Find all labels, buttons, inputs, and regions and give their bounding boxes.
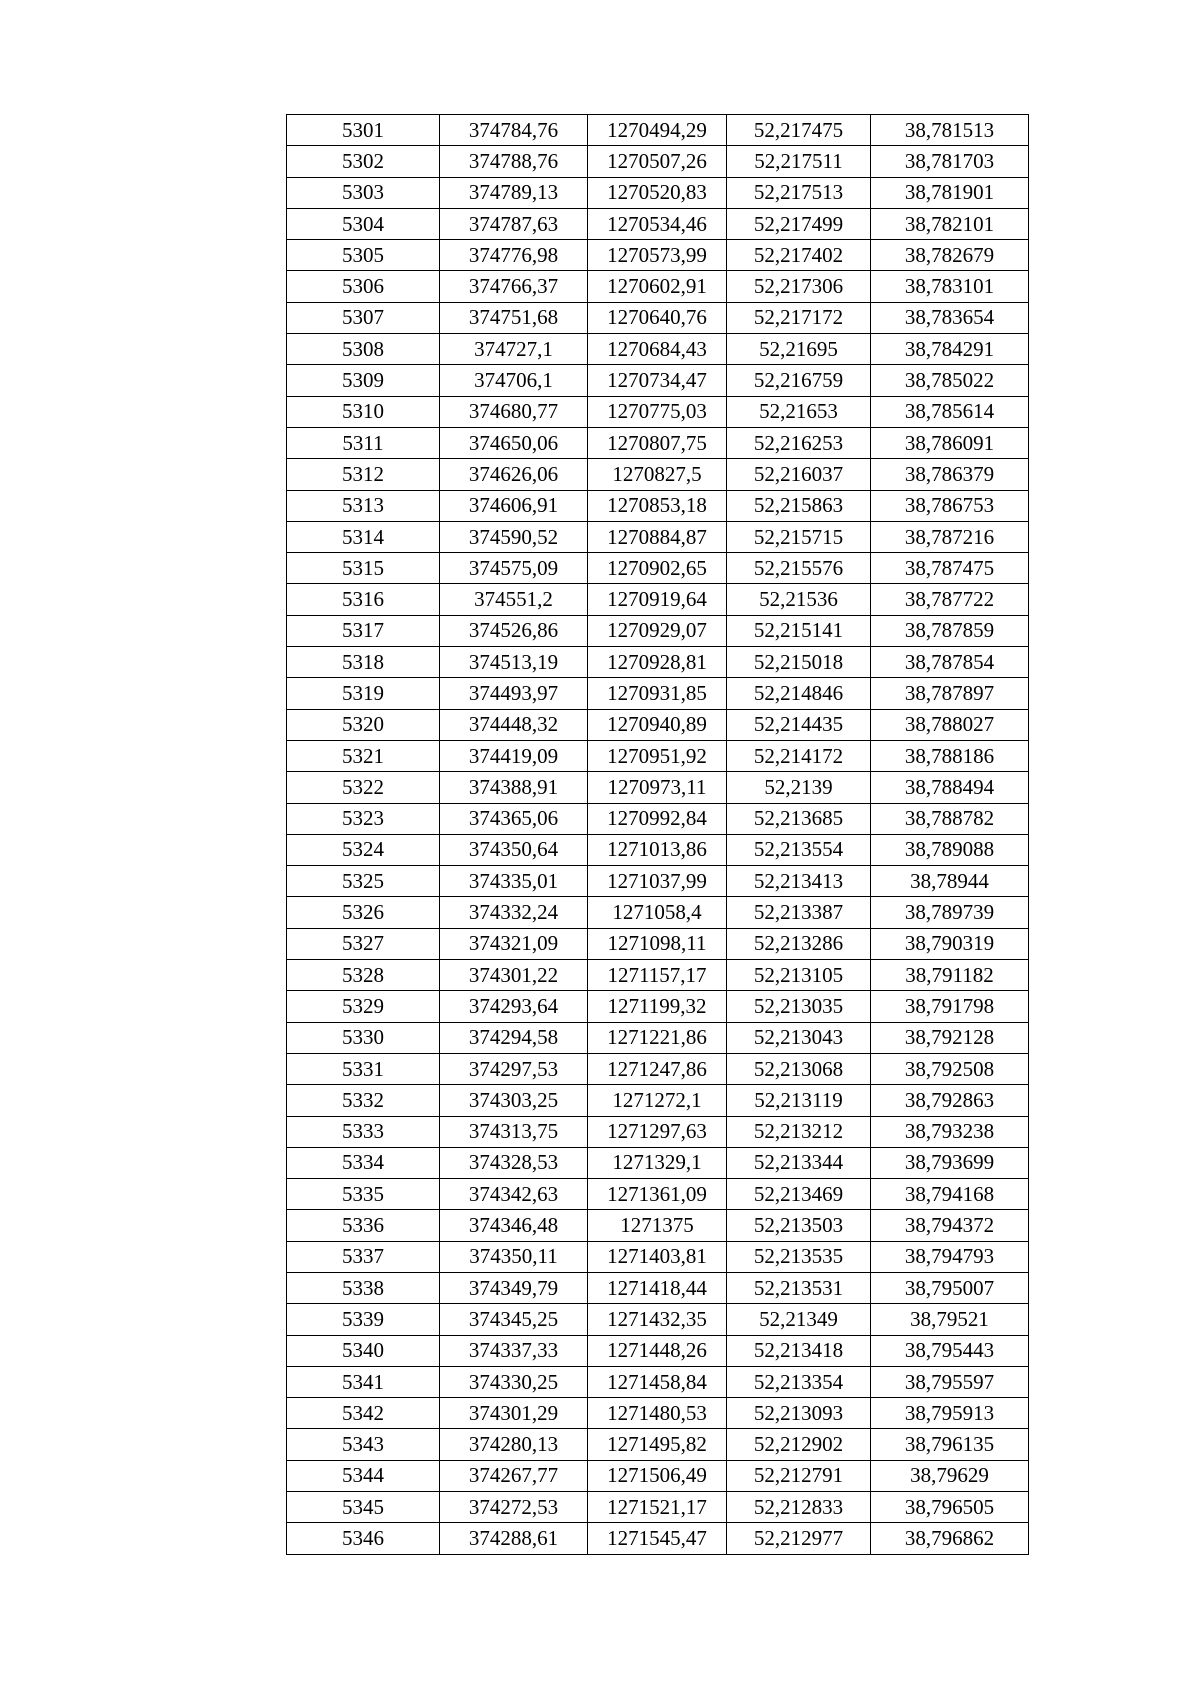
table-row xyxy=(287,396,1029,427)
latitude-cell: 52,214846 xyxy=(727,678,871,709)
longitude-cell: 38,787897 xyxy=(871,678,1029,709)
latitude-cell: 52,213068 xyxy=(727,1053,871,1084)
longitude-cell: 38,787859 xyxy=(871,615,1029,646)
longitude-cell: 38,792508 xyxy=(871,1053,1029,1084)
point-number-cell: 5313 xyxy=(287,490,440,521)
y-coordinate-cell: 1271448,26 xyxy=(588,1335,727,1366)
y-coordinate-cell: 1271545,47 xyxy=(588,1523,727,1554)
y-coordinate-cell: 1270640,76 xyxy=(588,302,727,333)
table-row xyxy=(287,1460,1029,1491)
x-coordinate-cell: 374419,09 xyxy=(440,740,588,771)
latitude-cell: 52,212833 xyxy=(727,1492,871,1523)
table-row xyxy=(287,177,1029,208)
point-number-cell: 5343 xyxy=(287,1429,440,1460)
table-row xyxy=(287,1022,1029,1053)
longitude-cell: 38,789739 xyxy=(871,897,1029,928)
table-row xyxy=(287,584,1029,615)
point-number-cell: 5325 xyxy=(287,866,440,897)
table-row xyxy=(287,1366,1029,1397)
x-coordinate-cell: 374272,53 xyxy=(440,1492,588,1523)
latitude-cell: 52,213554 xyxy=(727,834,871,865)
point-number-cell: 5311 xyxy=(287,427,440,458)
x-coordinate-cell: 374294,58 xyxy=(440,1022,588,1053)
point-number-cell: 5323 xyxy=(287,803,440,834)
y-coordinate-cell: 1270919,64 xyxy=(588,584,727,615)
longitude-cell: 38,785022 xyxy=(871,365,1029,396)
longitude-cell: 38,794793 xyxy=(871,1241,1029,1272)
x-coordinate-cell: 374303,25 xyxy=(440,1085,588,1116)
table-row xyxy=(287,866,1029,897)
point-number-cell: 5341 xyxy=(287,1366,440,1397)
table-row xyxy=(287,1523,1029,1554)
table-row xyxy=(287,490,1029,521)
y-coordinate-cell: 1271521,17 xyxy=(588,1492,727,1523)
point-number-cell: 5302 xyxy=(287,146,440,177)
longitude-cell: 38,794168 xyxy=(871,1179,1029,1210)
table-row xyxy=(287,1085,1029,1116)
x-coordinate-cell: 374727,1 xyxy=(440,334,588,365)
point-number-cell: 5318 xyxy=(287,647,440,678)
latitude-cell: 52,217475 xyxy=(727,115,871,146)
x-coordinate-cell: 374293,64 xyxy=(440,991,588,1022)
point-number-cell: 5346 xyxy=(287,1523,440,1554)
latitude-cell: 52,213286 xyxy=(727,928,871,959)
x-coordinate-cell: 374342,63 xyxy=(440,1179,588,1210)
x-coordinate-cell: 374328,53 xyxy=(440,1147,588,1178)
latitude-cell: 52,213035 xyxy=(727,991,871,1022)
point-number-cell: 5303 xyxy=(287,177,440,208)
x-coordinate-cell: 374789,13 xyxy=(440,177,588,208)
longitude-cell: 38,795443 xyxy=(871,1335,1029,1366)
y-coordinate-cell: 1270884,87 xyxy=(588,521,727,552)
longitude-cell: 38,796505 xyxy=(871,1492,1029,1523)
table-row xyxy=(287,553,1029,584)
y-coordinate-cell: 1270931,85 xyxy=(588,678,727,709)
x-coordinate-cell: 374650,06 xyxy=(440,427,588,458)
x-coordinate-cell: 374267,77 xyxy=(440,1460,588,1491)
longitude-cell: 38,781901 xyxy=(871,177,1029,208)
table-row xyxy=(287,960,1029,991)
longitude-cell: 38,783654 xyxy=(871,302,1029,333)
table-row xyxy=(287,459,1029,490)
point-number-cell: 5326 xyxy=(287,897,440,928)
point-number-cell: 5319 xyxy=(287,678,440,709)
longitude-cell: 38,795007 xyxy=(871,1272,1029,1303)
longitude-cell: 38,795597 xyxy=(871,1366,1029,1397)
longitude-cell: 38,786091 xyxy=(871,427,1029,458)
table-row xyxy=(287,1210,1029,1241)
y-coordinate-cell: 1271506,49 xyxy=(588,1460,727,1491)
table-row xyxy=(287,115,1029,146)
point-number-cell: 5316 xyxy=(287,584,440,615)
point-number-cell: 5321 xyxy=(287,740,440,771)
longitude-cell: 38,787216 xyxy=(871,521,1029,552)
y-coordinate-cell: 1271329,1 xyxy=(588,1147,727,1178)
x-coordinate-cell: 374680,77 xyxy=(440,396,588,427)
point-number-cell: 5301 xyxy=(287,115,440,146)
latitude-cell: 52,214435 xyxy=(727,709,871,740)
y-coordinate-cell: 1270827,5 xyxy=(588,459,727,490)
latitude-cell: 52,213535 xyxy=(727,1241,871,1272)
table-row xyxy=(287,302,1029,333)
table-row xyxy=(287,208,1029,239)
latitude-cell: 52,215715 xyxy=(727,521,871,552)
table-row xyxy=(287,146,1029,177)
latitude-cell: 52,216253 xyxy=(727,427,871,458)
table-row xyxy=(287,1429,1029,1460)
x-coordinate-cell: 374388,91 xyxy=(440,772,588,803)
latitude-cell: 52,217402 xyxy=(727,240,871,271)
point-number-cell: 5340 xyxy=(287,1335,440,1366)
point-number-cell: 5310 xyxy=(287,396,440,427)
longitude-cell: 38,786379 xyxy=(871,459,1029,490)
table-row xyxy=(287,271,1029,302)
x-coordinate-cell: 374526,86 xyxy=(440,615,588,646)
longitude-cell: 38,791182 xyxy=(871,960,1029,991)
point-number-cell: 5337 xyxy=(287,1241,440,1272)
table-row xyxy=(287,427,1029,458)
point-number-cell: 5335 xyxy=(287,1179,440,1210)
longitude-cell: 38,787722 xyxy=(871,584,1029,615)
y-coordinate-cell: 1271037,99 xyxy=(588,866,727,897)
longitude-cell: 38,781513 xyxy=(871,115,1029,146)
x-coordinate-cell: 374330,25 xyxy=(440,1366,588,1397)
longitude-cell: 38,795913 xyxy=(871,1398,1029,1429)
table-row xyxy=(287,897,1029,928)
point-number-cell: 5322 xyxy=(287,772,440,803)
y-coordinate-cell: 1270520,83 xyxy=(588,177,727,208)
point-number-cell: 5345 xyxy=(287,1492,440,1523)
latitude-cell: 52,214172 xyxy=(727,740,871,771)
table-row xyxy=(287,334,1029,365)
x-coordinate-cell: 374297,53 xyxy=(440,1053,588,1084)
latitude-cell: 52,213119 xyxy=(727,1085,871,1116)
longitude-cell: 38,788782 xyxy=(871,803,1029,834)
latitude-cell: 52,215576 xyxy=(727,553,871,584)
longitude-cell: 38,783101 xyxy=(871,271,1029,302)
point-number-cell: 5308 xyxy=(287,334,440,365)
x-coordinate-cell: 374313,75 xyxy=(440,1116,588,1147)
y-coordinate-cell: 1270928,81 xyxy=(588,647,727,678)
x-coordinate-cell: 374337,33 xyxy=(440,1335,588,1366)
longitude-cell: 38,782101 xyxy=(871,208,1029,239)
x-coordinate-cell: 374776,98 xyxy=(440,240,588,271)
table-row xyxy=(287,928,1029,959)
table-row xyxy=(287,709,1029,740)
longitude-cell: 38,78944 xyxy=(871,866,1029,897)
y-coordinate-cell: 1271495,82 xyxy=(588,1429,727,1460)
latitude-cell: 52,213043 xyxy=(727,1022,871,1053)
longitude-cell: 38,792863 xyxy=(871,1085,1029,1116)
latitude-cell: 52,213212 xyxy=(727,1116,871,1147)
table-row xyxy=(287,1053,1029,1084)
point-number-cell: 5338 xyxy=(287,1272,440,1303)
y-coordinate-cell: 1271375 xyxy=(588,1210,727,1241)
point-number-cell: 5312 xyxy=(287,459,440,490)
x-coordinate-cell: 374590,52 xyxy=(440,521,588,552)
y-coordinate-cell: 1271199,32 xyxy=(588,991,727,1022)
latitude-cell: 52,21653 xyxy=(727,396,871,427)
latitude-cell: 52,212791 xyxy=(727,1460,871,1491)
latitude-cell: 52,213418 xyxy=(727,1335,871,1366)
x-coordinate-cell: 374335,01 xyxy=(440,866,588,897)
point-number-cell: 5330 xyxy=(287,1022,440,1053)
x-coordinate-cell: 374751,68 xyxy=(440,302,588,333)
x-coordinate-cell: 374788,76 xyxy=(440,146,588,177)
y-coordinate-cell: 1271247,86 xyxy=(588,1053,727,1084)
latitude-cell: 52,213503 xyxy=(727,1210,871,1241)
table-row xyxy=(287,1304,1029,1335)
table-row xyxy=(287,803,1029,834)
point-number-cell: 5320 xyxy=(287,709,440,740)
point-number-cell: 5306 xyxy=(287,271,440,302)
point-number-cell: 5327 xyxy=(287,928,440,959)
latitude-cell: 52,21536 xyxy=(727,584,871,615)
latitude-cell: 52,2139 xyxy=(727,772,871,803)
table-row xyxy=(287,991,1029,1022)
x-coordinate-cell: 374575,09 xyxy=(440,553,588,584)
longitude-cell: 38,79629 xyxy=(871,1460,1029,1491)
table-row xyxy=(287,834,1029,865)
y-coordinate-cell: 1270775,03 xyxy=(588,396,727,427)
y-coordinate-cell: 1270929,07 xyxy=(588,615,727,646)
table-row xyxy=(287,678,1029,709)
y-coordinate-cell: 1270734,47 xyxy=(588,365,727,396)
longitude-cell: 38,784291 xyxy=(871,334,1029,365)
latitude-cell: 52,217172 xyxy=(727,302,871,333)
latitude-cell: 52,215141 xyxy=(727,615,871,646)
x-coordinate-cell: 374448,32 xyxy=(440,709,588,740)
y-coordinate-cell: 1270853,18 xyxy=(588,490,727,521)
x-coordinate-cell: 374606,91 xyxy=(440,490,588,521)
longitude-cell: 38,788186 xyxy=(871,740,1029,771)
longitude-cell: 38,788027 xyxy=(871,709,1029,740)
longitude-cell: 38,792128 xyxy=(871,1022,1029,1053)
table-row xyxy=(287,365,1029,396)
point-number-cell: 5329 xyxy=(287,991,440,1022)
y-coordinate-cell: 1271480,53 xyxy=(588,1398,727,1429)
table-row xyxy=(287,772,1029,803)
latitude-cell: 52,213469 xyxy=(727,1179,871,1210)
latitude-cell: 52,217499 xyxy=(727,208,871,239)
table-row xyxy=(287,1272,1029,1303)
x-coordinate-cell: 374321,09 xyxy=(440,928,588,959)
point-number-cell: 5314 xyxy=(287,521,440,552)
latitude-cell: 52,217511 xyxy=(727,146,871,177)
y-coordinate-cell: 1271458,84 xyxy=(588,1366,727,1397)
y-coordinate-cell: 1270807,75 xyxy=(588,427,727,458)
latitude-cell: 52,216037 xyxy=(727,459,871,490)
latitude-cell: 52,213105 xyxy=(727,960,871,991)
point-number-cell: 5339 xyxy=(287,1304,440,1335)
point-number-cell: 5344 xyxy=(287,1460,440,1491)
x-coordinate-cell: 374350,11 xyxy=(440,1241,588,1272)
point-number-cell: 5305 xyxy=(287,240,440,271)
point-number-cell: 5336 xyxy=(287,1210,440,1241)
table-row xyxy=(287,1335,1029,1366)
latitude-cell: 52,21695 xyxy=(727,334,871,365)
latitude-cell: 52,213531 xyxy=(727,1272,871,1303)
table-row xyxy=(287,615,1029,646)
table-row xyxy=(287,1398,1029,1429)
latitude-cell: 52,212977 xyxy=(727,1523,871,1554)
point-number-cell: 5307 xyxy=(287,302,440,333)
latitude-cell: 52,213387 xyxy=(727,897,871,928)
x-coordinate-cell: 374626,06 xyxy=(440,459,588,490)
table-row xyxy=(287,521,1029,552)
x-coordinate-cell: 374493,97 xyxy=(440,678,588,709)
y-coordinate-cell: 1271098,11 xyxy=(588,928,727,959)
point-number-cell: 5309 xyxy=(287,365,440,396)
point-number-cell: 5332 xyxy=(287,1085,440,1116)
x-coordinate-cell: 374784,76 xyxy=(440,115,588,146)
y-coordinate-cell: 1271361,09 xyxy=(588,1179,727,1210)
y-coordinate-cell: 1270507,26 xyxy=(588,146,727,177)
point-number-cell: 5317 xyxy=(287,615,440,646)
y-coordinate-cell: 1270573,99 xyxy=(588,240,727,271)
latitude-cell: 52,212902 xyxy=(727,1429,871,1460)
longitude-cell: 38,794372 xyxy=(871,1210,1029,1241)
y-coordinate-cell: 1271221,86 xyxy=(588,1022,727,1053)
y-coordinate-cell: 1270494,29 xyxy=(588,115,727,146)
table-row xyxy=(287,1241,1029,1272)
point-number-cell: 5331 xyxy=(287,1053,440,1084)
x-coordinate-cell: 374787,63 xyxy=(440,208,588,239)
coordinates-table xyxy=(286,114,1029,1555)
table-row xyxy=(287,1116,1029,1147)
latitude-cell: 52,213344 xyxy=(727,1147,871,1178)
table-row xyxy=(287,1492,1029,1523)
longitude-cell: 38,788494 xyxy=(871,772,1029,803)
y-coordinate-cell: 1270534,46 xyxy=(588,208,727,239)
latitude-cell: 52,213413 xyxy=(727,866,871,897)
latitude-cell: 52,217306 xyxy=(727,271,871,302)
y-coordinate-cell: 1271157,17 xyxy=(588,960,727,991)
longitude-cell: 38,796135 xyxy=(871,1429,1029,1460)
longitude-cell: 38,786753 xyxy=(871,490,1029,521)
table-row xyxy=(287,1179,1029,1210)
y-coordinate-cell: 1271418,44 xyxy=(588,1272,727,1303)
latitude-cell: 52,215018 xyxy=(727,647,871,678)
longitude-cell: 38,793238 xyxy=(871,1116,1029,1147)
y-coordinate-cell: 1271297,63 xyxy=(588,1116,727,1147)
x-coordinate-cell: 374280,13 xyxy=(440,1429,588,1460)
longitude-cell: 38,781703 xyxy=(871,146,1029,177)
y-coordinate-cell: 1270992,84 xyxy=(588,803,727,834)
longitude-cell: 38,789088 xyxy=(871,834,1029,865)
y-coordinate-cell: 1271058,4 xyxy=(588,897,727,928)
y-coordinate-cell: 1271403,81 xyxy=(588,1241,727,1272)
y-coordinate-cell: 1270940,89 xyxy=(588,709,727,740)
longitude-cell: 38,790319 xyxy=(871,928,1029,959)
longitude-cell: 38,79521 xyxy=(871,1304,1029,1335)
x-coordinate-cell: 374332,24 xyxy=(440,897,588,928)
point-number-cell: 5304 xyxy=(287,208,440,239)
longitude-cell: 38,782679 xyxy=(871,240,1029,271)
longitude-cell: 38,796862 xyxy=(871,1523,1029,1554)
latitude-cell: 52,213685 xyxy=(727,803,871,834)
x-coordinate-cell: 374766,37 xyxy=(440,271,588,302)
table-row xyxy=(287,647,1029,678)
latitude-cell: 52,217513 xyxy=(727,177,871,208)
longitude-cell: 38,785614 xyxy=(871,396,1029,427)
latitude-cell: 52,215863 xyxy=(727,490,871,521)
x-coordinate-cell: 374346,48 xyxy=(440,1210,588,1241)
point-number-cell: 5328 xyxy=(287,960,440,991)
point-number-cell: 5315 xyxy=(287,553,440,584)
y-coordinate-cell: 1271432,35 xyxy=(588,1304,727,1335)
x-coordinate-cell: 374301,22 xyxy=(440,960,588,991)
x-coordinate-cell: 374345,25 xyxy=(440,1304,588,1335)
latitude-cell: 52,213354 xyxy=(727,1366,871,1397)
longitude-cell: 38,791798 xyxy=(871,991,1029,1022)
x-coordinate-cell: 374513,19 xyxy=(440,647,588,678)
x-coordinate-cell: 374706,1 xyxy=(440,365,588,396)
x-coordinate-cell: 374551,2 xyxy=(440,584,588,615)
y-coordinate-cell: 1270684,43 xyxy=(588,334,727,365)
table-row xyxy=(287,240,1029,271)
y-coordinate-cell: 1270973,11 xyxy=(588,772,727,803)
longitude-cell: 38,787854 xyxy=(871,647,1029,678)
point-number-cell: 5333 xyxy=(287,1116,440,1147)
longitude-cell: 38,787475 xyxy=(871,553,1029,584)
latitude-cell: 52,216759 xyxy=(727,365,871,396)
latitude-cell: 52,21349 xyxy=(727,1304,871,1335)
latitude-cell: 52,213093 xyxy=(727,1398,871,1429)
coordinates-table-body xyxy=(287,115,1029,1555)
point-number-cell: 5334 xyxy=(287,1147,440,1178)
y-coordinate-cell: 1271013,86 xyxy=(588,834,727,865)
x-coordinate-cell: 374350,64 xyxy=(440,834,588,865)
y-coordinate-cell: 1270951,92 xyxy=(588,740,727,771)
table-row xyxy=(287,1147,1029,1178)
point-number-cell: 5324 xyxy=(287,834,440,865)
x-coordinate-cell: 374349,79 xyxy=(440,1272,588,1303)
x-coordinate-cell: 374301,29 xyxy=(440,1398,588,1429)
point-number-cell: 5342 xyxy=(287,1398,440,1429)
x-coordinate-cell: 374288,61 xyxy=(440,1523,588,1554)
y-coordinate-cell: 1270602,91 xyxy=(588,271,727,302)
y-coordinate-cell: 1271272,1 xyxy=(588,1085,727,1116)
longitude-cell: 38,793699 xyxy=(871,1147,1029,1178)
table-row xyxy=(287,740,1029,771)
y-coordinate-cell: 1270902,65 xyxy=(588,553,727,584)
x-coordinate-cell: 374365,06 xyxy=(440,803,588,834)
